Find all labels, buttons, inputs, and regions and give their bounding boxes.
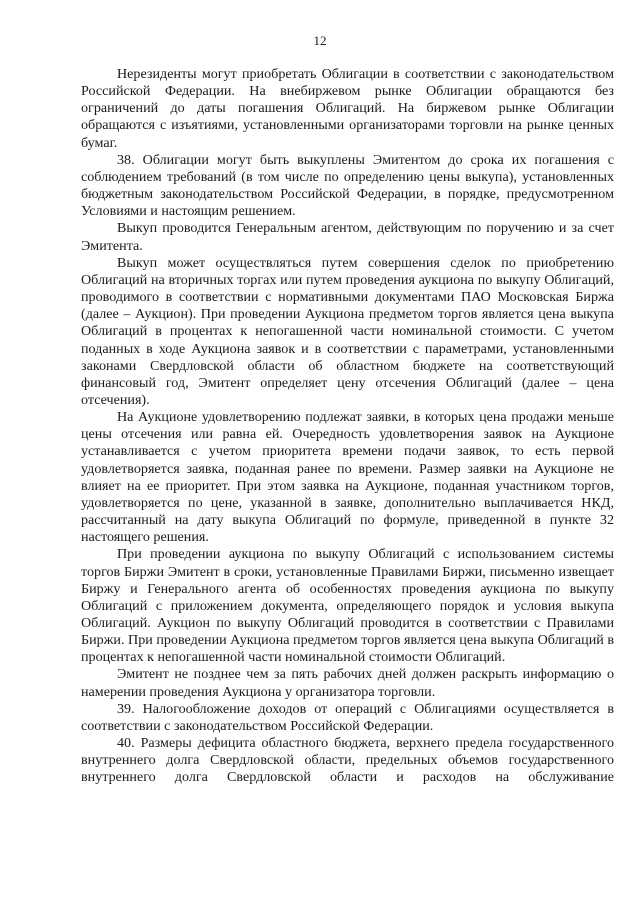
- paragraph-nonresidents: Нерезиденты могут приобретать Облигации в соответствии с законодательством Российской Федерации. На внебиржевом рынке Облигации обращаются без ограничений до даты погашения Облигаций. На биржевом рынке Облигации обращаются с изъятиями, установленными организаторами торговли на рынке ценных бумаг.: [81, 66, 614, 151]
- paragraph-38-buyback: 38. Облигации могут быть выкуплены Эмитентом до срока их погашения с соблюдением требований (в том числе по определению цены выкупа), установленных бюджетным законодательством Российской Федерации, в порядке, предусмотренном Условиями и настоящим решением.: [81, 151, 614, 220]
- document-body: [81, 66, 614, 787]
- paragraph-buyback-agent: Выкуп проводится Генеральным агентом, действующим по поручению и за счет Эмитента.: [81, 220, 614, 254]
- paragraph-auction-procedure: При проведении аукциона по выкупу Облигаций с использованием системы торгов Биржи Эмитент в сроки, установленные Правилами Биржи, письменно извещает Биржу и Генерального агента об особенностях проведения аукциона по выкупу Облигаций с приложением документа, определяющего порядок и условия выкупа Облигаций. Аукцион по выкупу Облигаций проводится в соответствии с Правилами Биржи. При проведении Аукциона предметом торгов является цена выкупа Облигаций в процентах к непогашенной части номинальной стоимости Облигаций.: [81, 546, 614, 666]
- paragraph-buyback-methods: Выкуп может осуществляться путем совершения сделок по приобретению Облигаций на вторичных торгах или путем проведения аукциона по выкупу Облигаций, проводимого в соответствии с нормативными документами ПАО Московская Биржа (далее – Аукцион). При проведении Аукциона предметом торгов является цена выкупа Облигаций в процентах к непогашенной части номинальной стоимости. С учетом поданных в ходе Аукциона заявок и в соответствии с параметрами, установленными законами Свердловской области об областном бюджете на соответствующий финансовый год, Эмитент определяет цену отсечения Облигаций (далее – цена отсечения).: [81, 254, 614, 408]
- paragraph-39-taxation: 39. Налогообложение доходов от операций с Облигациями осуществляется в соответствии с законодательством Российской Федерации.: [81, 700, 614, 734]
- paragraph-disclosure: Эмитент не позднее чем за пять рабочих дней должен раскрыть информацию о намерении проведения Аукциона у организатора торговли.: [81, 666, 614, 700]
- paragraph-auction-satisfaction: На Аукционе удовлетворению подлежат заявки, в которых цена продажи меньше цены отсечения или равна ей. Очередность удовлетворения заявок на Аукционе устанавливается с учетом приоритета времени подачи заявок, то есть первой удовлетворяется заявка, поданная ранее по времени. Размер заявки на Аукционе не влияет на ее приоритет. При этом заявка на Аукционе, поданная участником торгов, удовлетворяется по цене, указанной в заявке, дополнительно выплачивается НКД, рассчитанный на дату выкупа Облигаций по формуле, приведенной в пункте 32 настоящего решения.: [81, 409, 614, 546]
- paragraph-40-deficit: 40. Размеры дефицита областного бюджета, верхнего предела государственного внутреннего долга Свердловской области, предельных объемов государственного внутреннего долга Свердловской области и расходов на обслуживание: [81, 735, 614, 786]
- page-number: 12: [313, 33, 327, 48]
